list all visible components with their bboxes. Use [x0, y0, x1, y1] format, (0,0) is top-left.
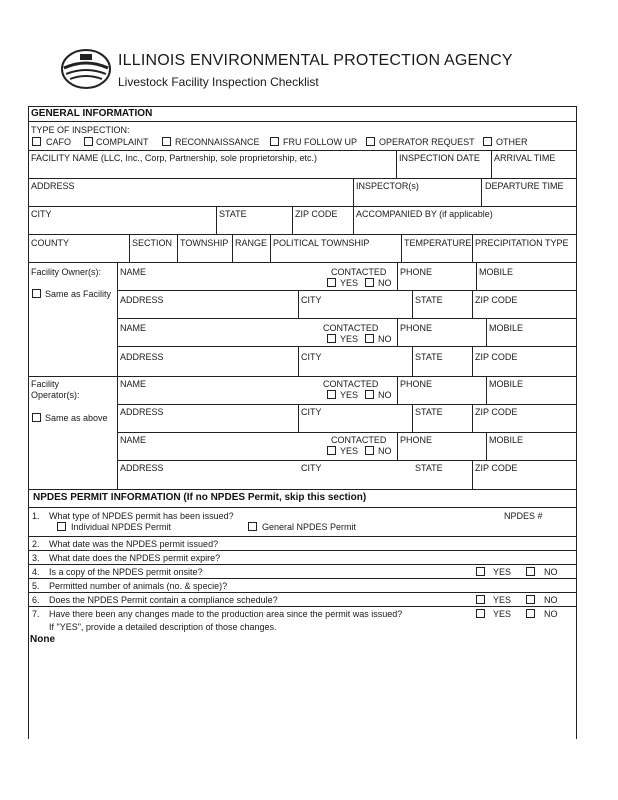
q3-number: 3. — [32, 553, 40, 563]
q6-no-label: NO — [544, 595, 558, 605]
q2-number: 2. — [32, 539, 40, 549]
q4-no-checkbox[interactable] — [526, 567, 535, 576]
contacted-no-checkbox[interactable] — [365, 390, 374, 399]
address-label: ADDRESS — [31, 181, 75, 191]
contacted-label: CONTACTED — [323, 379, 379, 389]
accompanied-by-label: ACCOMPANIED BY (if applicable) — [356, 209, 493, 219]
contacted-yes-label: YES — [340, 334, 359, 344]
inspectors-label: INSPECTOR(s) — [356, 181, 419, 191]
contact-address-label: ADDRESS — [120, 295, 164, 305]
fru-follow-up-label: FRU FOLLOW UP — [283, 137, 358, 147]
contacted-yes-label: YES — [340, 390, 359, 400]
phone-label: PHONE — [400, 267, 433, 277]
township-label: TOWNSHIP — [180, 238, 229, 248]
mobile-label: MOBILE — [489, 323, 524, 333]
agency-title: ILLINOIS ENVIRONMENTAL PROTECTION AGENCY — [118, 52, 513, 69]
contacted-yes-checkbox[interactable] — [327, 278, 336, 287]
contacted-yes-label: YES — [340, 278, 359, 288]
contact-zip-label: ZIP CODE — [475, 295, 518, 305]
contact-city-label: CITY — [301, 463, 322, 473]
q6-no-checkbox[interactable] — [526, 595, 535, 604]
q7-number: 7. — [32, 609, 40, 619]
operator-same-as-above-checkbox[interactable] — [32, 413, 41, 422]
q3-text: What date does the NPDES permit expire? — [49, 553, 221, 563]
other-label: OTHER — [496, 137, 528, 147]
cafo-checkbox[interactable] — [32, 137, 41, 146]
individual-permit-label: Individual NPDES Permit — [71, 522, 172, 532]
departure-time-label: DEPARTURE TIME — [485, 181, 564, 191]
operator-request-label: OPERATOR REQUEST — [379, 137, 475, 147]
range-label: RANGE — [235, 238, 268, 248]
contacted-label: CONTACTED — [331, 267, 387, 277]
mobile-label: MOBILE — [489, 435, 524, 445]
form-subtitle: Livestock Facility Inspection Checklist — [118, 75, 319, 89]
contact-zip-label: ZIP CODE — [475, 352, 518, 362]
q6-text: Does the NPDES Permit contain a compliance schedule? — [49, 595, 278, 605]
q6-yes-label: YES — [493, 595, 512, 605]
contact-address-label: ADDRESS — [120, 463, 164, 473]
contact-name-label: NAME — [120, 323, 147, 333]
inspection-type-label: TYPE OF INSPECTION: — [31, 125, 130, 135]
contacted-no-label: NO — [378, 278, 392, 288]
q4-yes-label: YES — [493, 567, 512, 577]
arrival-time-label: ARRIVAL TIME — [494, 153, 556, 163]
phone-label: PHONE — [400, 323, 433, 333]
contacted-label: CONTACTED — [323, 323, 379, 333]
contacted-label: CONTACTED — [331, 435, 387, 445]
q7-yes-label: YES — [493, 609, 512, 619]
contact-zip-label: ZIP CODE — [475, 463, 518, 473]
operator-request-checkbox[interactable] — [366, 137, 375, 146]
contact-state-label: STATE — [415, 352, 443, 362]
contact-city-label: CITY — [301, 295, 322, 305]
q2-text: What date was the NPDES permit issued? — [49, 539, 219, 549]
temperature-label: TEMPERATURE — [404, 238, 472, 248]
q1-number: 1. — [32, 511, 40, 521]
q7-text: Have there been any changes made to the production area since the permit was issued? — [49, 609, 403, 619]
phone-label: PHONE — [400, 435, 433, 445]
facility-name-label: FACILITY NAME (LLC, Inc., Corp, Partnership, sole proprietorship, etc.) — [31, 153, 317, 163]
contact-zip-label: ZIP CODE — [475, 407, 518, 417]
mobile-label: MOBILE — [479, 267, 514, 277]
q4-yes-checkbox[interactable] — [476, 567, 485, 576]
npdes-number-label: NPDES # — [504, 511, 543, 521]
complaint-label: COMPLAINT — [96, 137, 149, 147]
section-label: SECTION — [132, 238, 173, 248]
contacted-no-label: NO — [378, 334, 392, 344]
illinois-epa-logo-icon — [60, 48, 112, 90]
state-label: STATE — [219, 209, 247, 219]
mobile-label: MOBILE — [489, 379, 524, 389]
cafo-label: CAFO — [46, 137, 72, 147]
general-info-heading: GENERAL INFORMATION — [31, 108, 153, 119]
zip-label: ZIP CODE — [295, 209, 338, 219]
q7-yes-checkbox[interactable] — [476, 609, 485, 618]
q6-yes-checkbox[interactable] — [476, 595, 485, 604]
changes-description-answer[interactable]: None — [30, 634, 55, 645]
q6-number: 6. — [32, 595, 40, 605]
facility-operators-label-2: Operator(s): — [31, 390, 80, 400]
contact-state-label: STATE — [415, 295, 443, 305]
contact-city-label: CITY — [301, 407, 322, 417]
contacted-no-checkbox[interactable] — [365, 334, 374, 343]
q4-text: Is a copy of the NPDES permit onsite? — [49, 567, 203, 577]
contact-city-label: CITY — [301, 352, 322, 362]
q1-text: What type of NPDES permit has been issued? — [49, 511, 234, 521]
q7-no-label: NO — [544, 609, 558, 619]
owner-same-as-facility-label: Same as Facility — [45, 289, 112, 299]
facility-owners-label: Facility Owner(s): — [31, 267, 102, 277]
contact-state-label: STATE — [415, 407, 443, 417]
other-checkbox[interactable] — [483, 137, 492, 146]
general-permit-checkbox[interactable] — [248, 522, 257, 531]
political-township-label: POLITICAL TOWNSHIP — [273, 238, 370, 248]
contacted-no-label: NO — [378, 390, 392, 400]
q7-no-checkbox[interactable] — [526, 609, 535, 618]
contacted-no-checkbox[interactable] — [365, 278, 374, 287]
operator-same-as-above-label: Same as above — [45, 413, 108, 423]
phone-label: PHONE — [400, 379, 433, 389]
q5-text: Permitted number of animals (no. & specie)? — [49, 581, 228, 591]
city-label: CITY — [31, 209, 52, 219]
contacted-yes-label: YES — [340, 446, 359, 456]
reconnaissance-checkbox[interactable] — [162, 137, 171, 146]
contacted-no-label: NO — [378, 446, 392, 456]
facility-operators-label-1: Facility — [31, 379, 60, 389]
npdes-heading: NPDES PERMIT INFORMATION (If no NPDES Permit, skip this section) — [33, 492, 367, 503]
general-permit-label: General NPDES Permit — [262, 522, 357, 532]
contacted-no-checkbox[interactable] — [365, 446, 374, 455]
county-label: COUNTY — [31, 238, 69, 248]
individual-permit-checkbox[interactable] — [57, 522, 66, 531]
complaint-checkbox[interactable] — [84, 137, 93, 146]
contact-name-label: NAME — [120, 379, 147, 389]
contacted-yes-checkbox[interactable] — [327, 334, 336, 343]
contact-name-label: NAME — [120, 267, 147, 277]
owner-same-as-facility-checkbox[interactable] — [32, 289, 41, 298]
contacted-yes-checkbox[interactable] — [327, 390, 336, 399]
contacted-yes-checkbox[interactable] — [327, 446, 336, 455]
contact-address-label: ADDRESS — [120, 352, 164, 362]
precipitation-type-label: PRECIPITATION TYPE — [475, 238, 569, 248]
q4-number: 4. — [32, 567, 40, 577]
q4-no-label: NO — [544, 567, 558, 577]
contact-address-label: ADDRESS — [120, 407, 164, 417]
q5-number: 5. — [32, 581, 40, 591]
contact-state-label: STATE — [415, 463, 443, 473]
reconnaissance-label: RECONNAISSANCE — [175, 137, 260, 147]
contact-name-label: NAME — [120, 435, 147, 445]
inspection-date-label: INSPECTION DATE — [399, 153, 480, 163]
q7-followup-text: If "YES", provide a detailed description of those changes. — [49, 622, 277, 632]
fru-follow-up-checkbox[interactable] — [270, 137, 279, 146]
